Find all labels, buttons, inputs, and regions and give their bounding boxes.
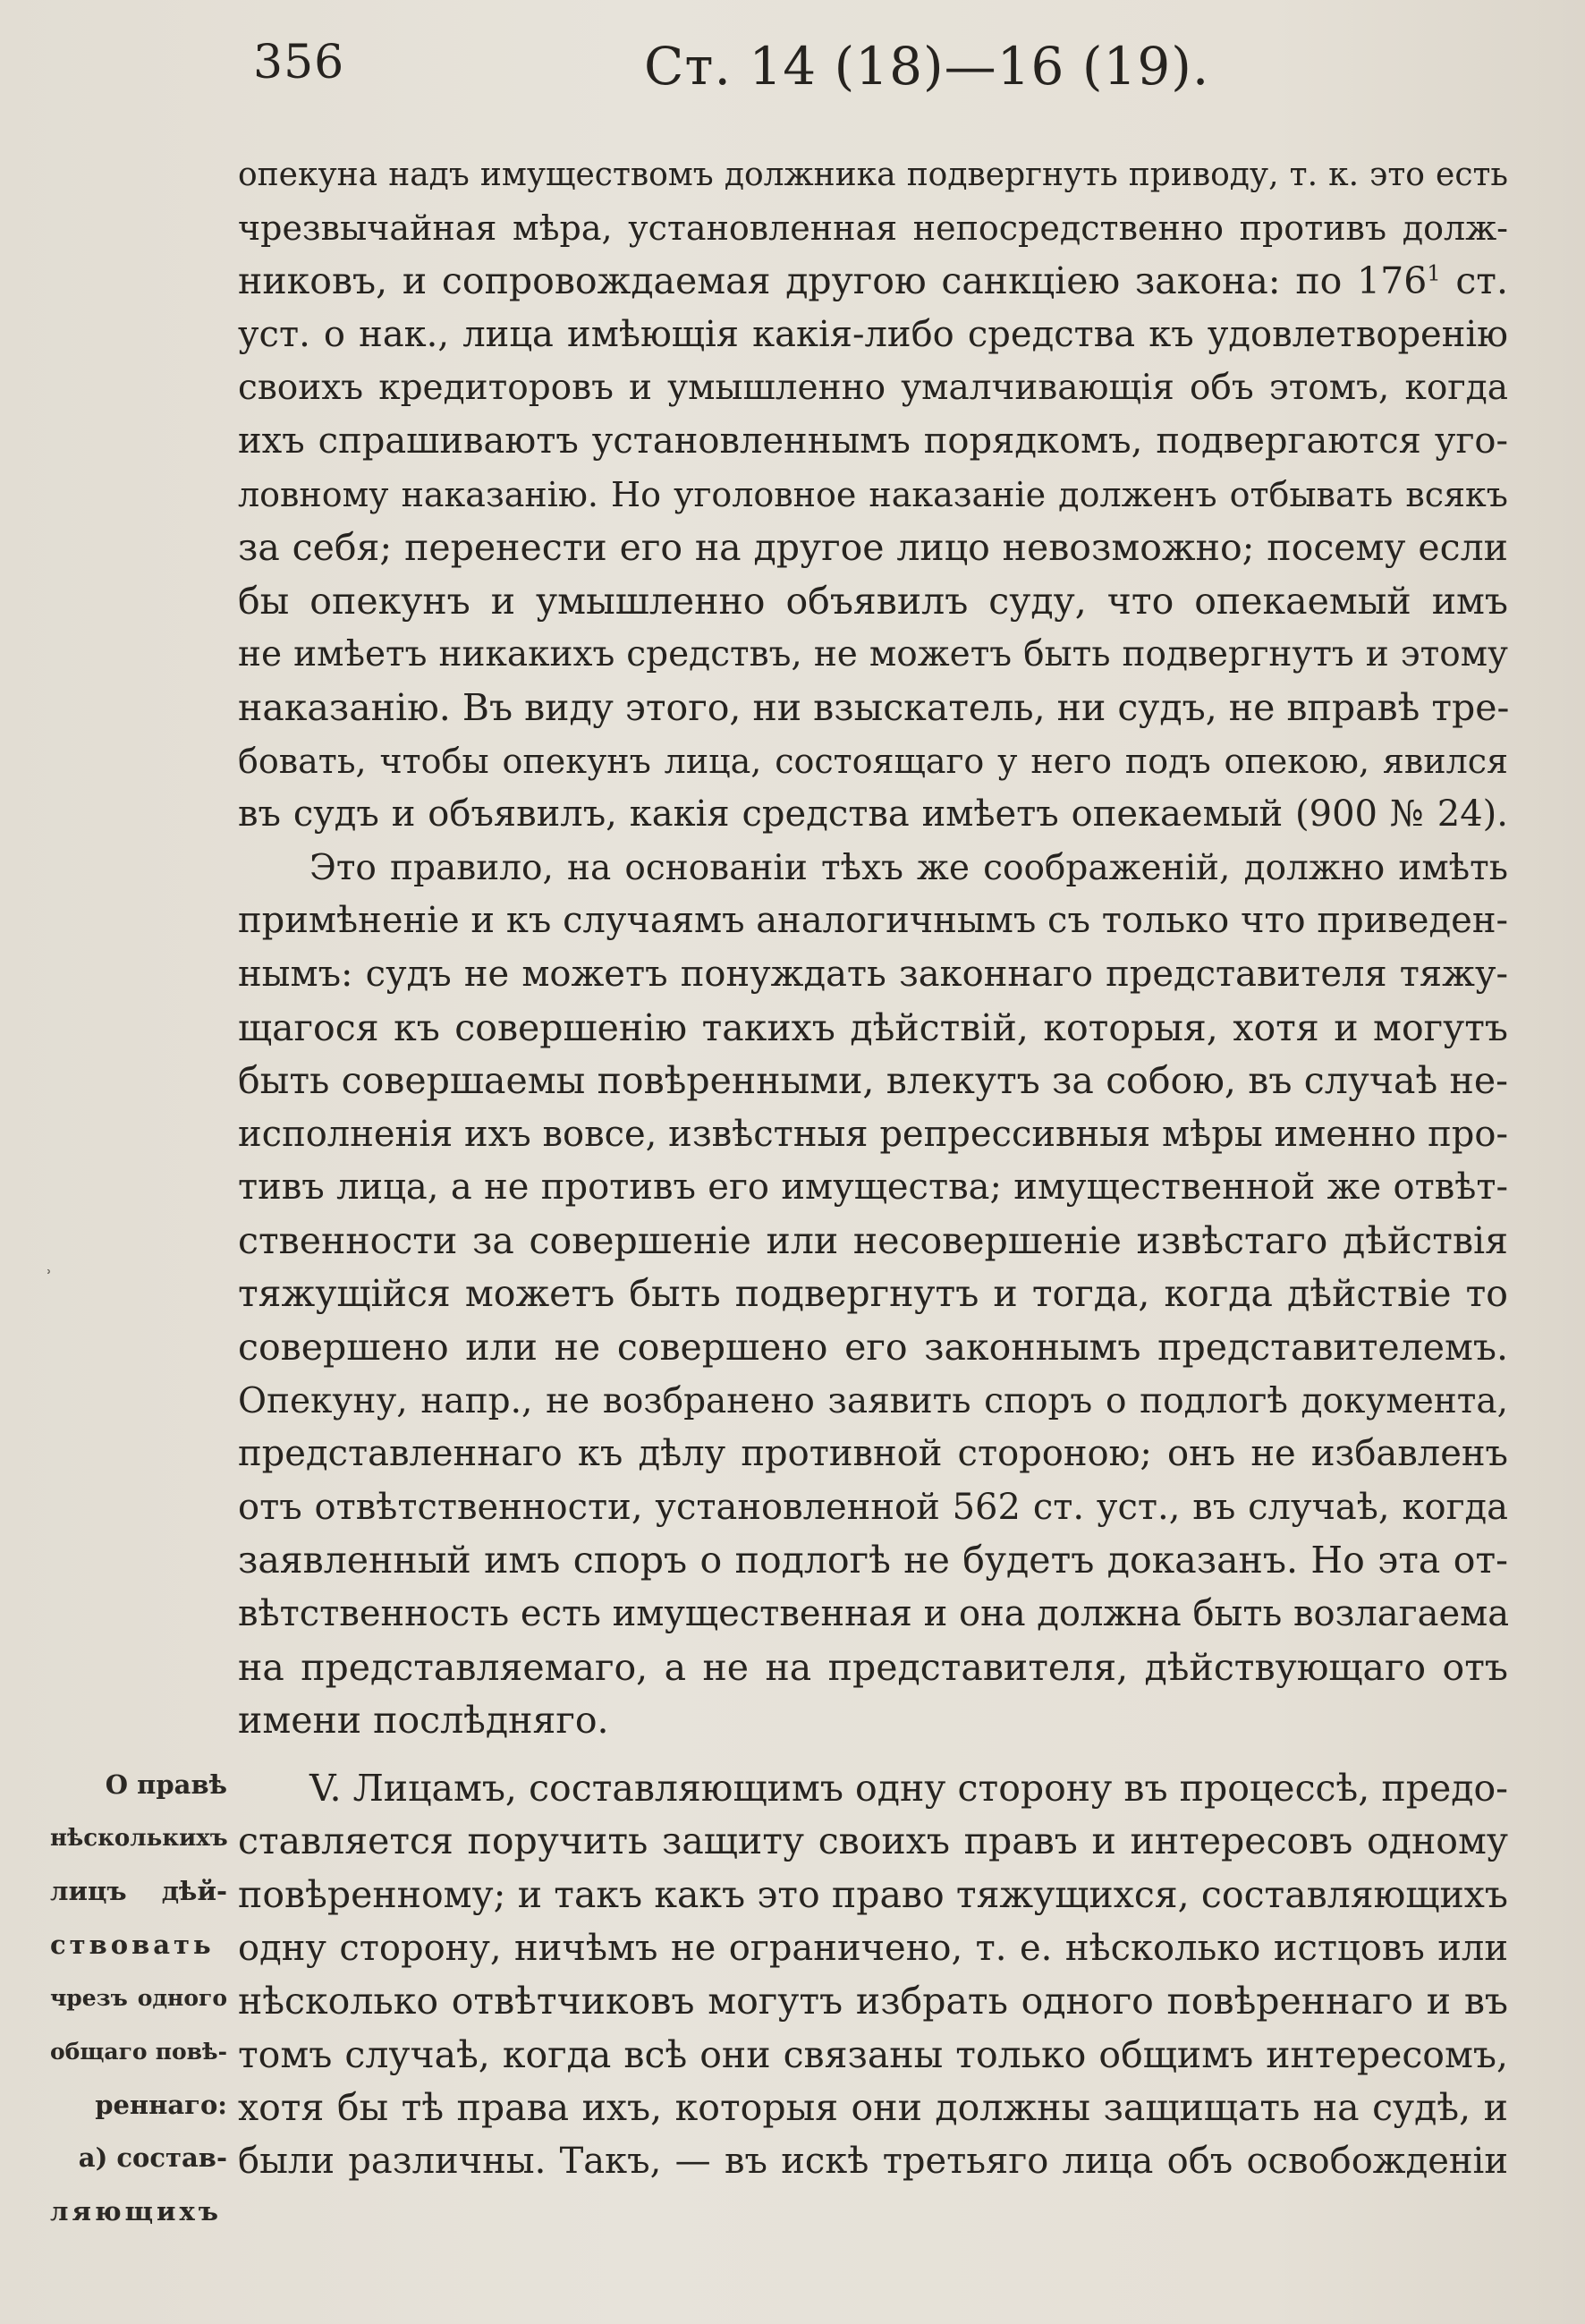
margin-note-line: лицъ дѣй- bbox=[50, 1876, 227, 1907]
text-line: вѣтственность есть имущественная и она должна быть возлагаема bbox=[238, 1593, 1510, 1635]
text-line: представленнаго къ дѣлу противной стороною; онъ не избавленъ bbox=[238, 1433, 1508, 1475]
text-line: наказанію. Въ виду этого, ни взыскатель, ни судъ, не вправѣ тре- bbox=[238, 685, 1510, 729]
text-line: бовать, чтобы опекунъ лица, состоящаго у него подъ опекою, явился bbox=[238, 741, 1508, 781]
text-line: за себя; перенести его на другое лицо невозможно; посему если bbox=[238, 526, 1508, 570]
text-line: быть совершаемы повѣренными, влекутъ за собою, въ случаѣ не- bbox=[238, 1059, 1508, 1103]
text-line: тивъ лица, а не противъ его имущества; имущественной же отвѣт- bbox=[238, 1166, 1508, 1209]
text-line: совершено или не совершено его законнымъ представителемъ. bbox=[238, 1326, 1508, 1370]
text-line: не имѣетъ никакихъ средствъ, не можетъ быть подвергнутъ и этому bbox=[238, 634, 1508, 675]
text-line: уст. о нак., лица имѣющія какія-либо средства къ удовлетворенію bbox=[238, 313, 1508, 355]
text-line: нѣсколько отвѣтчиковъ могутъ избрать одного повѣреннаго и въ bbox=[238, 1980, 1508, 2023]
text-line: имени послѣдняго. bbox=[238, 1699, 609, 1743]
margin-note-line: реннаго: bbox=[95, 2089, 227, 2120]
text-line: ставляется поручить защиту своихъ правъ и интересовъ одному bbox=[238, 1819, 1508, 1863]
text-line: одну сторону, ничѣмъ не ограничено, т. е. нѣсколько истцовъ или bbox=[238, 1927, 1508, 1969]
text-line: бы опекунъ и умышленно объявилъ суду, что опекаемый имъ bbox=[238, 579, 1508, 623]
text-line: никовъ, и сопровождаемая другою санкціею закона: по $176^1$ ст. bbox=[238, 259, 1508, 303]
text-line: Опекуну, напр., не возбранено заявить споръ о подлогѣ документа, bbox=[238, 1380, 1508, 1421]
margin-note-line: чрезъ одного bbox=[50, 1985, 227, 2012]
text-line: на представляемаго, а не на представителя, дѣйствующаго отъ bbox=[238, 1645, 1508, 1689]
text-line: въ судъ и объявилъ, какія средства имѣетъ опекаемый (900 № 24). bbox=[238, 793, 1508, 835]
margin-mark: ˒ bbox=[47, 1261, 53, 1283]
text-line: томъ случаѣ, когда всѣ они связаны только общимъ интересомъ, bbox=[238, 2032, 1508, 2076]
text-line: тяжущійся можетъ быть подвергнутъ и тогда, когда дѣйствіе то bbox=[238, 1272, 1508, 1316]
margin-note-line: ствовать bbox=[50, 1929, 215, 1960]
superscript: 1 bbox=[1427, 260, 1441, 286]
text-line: ловному наказанію. Но уголовное наказаніе долженъ отбывать всякъ bbox=[238, 474, 1508, 514]
text-line: хотя бы тѣ права ихъ, которыя они должны защищать на судѣ, и bbox=[238, 2086, 1508, 2130]
text-line: чрезвычайная мѣра, установленная непосредственно противъ долж- bbox=[238, 208, 1508, 248]
margin-note-line: общаго повѣ- bbox=[50, 2038, 227, 2065]
margin-note-line: ляющихъ bbox=[50, 2195, 223, 2226]
text-line: ственности за совершеніе или несовершеніе извѣстаго дѣйствія bbox=[238, 1218, 1508, 1262]
text-line: отъ отвѣтственности, установленной 562 ст. уст., въ случаѣ, когда bbox=[238, 1486, 1508, 1528]
text-line: своихъ кредиторовъ и умышленно умалчивающія объ этомъ, когда bbox=[238, 368, 1508, 409]
margin-note-line: О правѣ bbox=[105, 1769, 227, 1800]
main-text bbox=[238, 148, 1508, 2189]
margin-note-line: а) состав- bbox=[78, 2142, 227, 2174]
text-line: примѣненіе и къ случаямъ аналогичнымъ съ только что приведен- bbox=[238, 900, 1508, 942]
text-line: V. Лицамъ, составляющимъ одну сторону въ процессѣ, предо- bbox=[309, 1766, 1508, 1810]
text-line: были различны. Такъ, — въ искѣ третьяго лица объ освобожденіи bbox=[238, 2140, 1508, 2182]
text-line: повѣренному; и такъ какъ это право тяжущихся, составляющихъ bbox=[238, 1873, 1508, 1916]
running-head: Ст. 14 (18)—16 (19). bbox=[644, 36, 1210, 97]
text-line: Это правило, на основаніи тѣхъ же соображеній, должно имѣть bbox=[309, 847, 1508, 888]
text-line: щагося къ совершенію такихъ дѣйствій, которыя, хотя и могутъ bbox=[238, 1005, 1508, 1049]
margin-note-line: нѣсколькихъ bbox=[50, 1824, 228, 1852]
text-line: заявленный имъ споръ о подлогѣ не будетъ доказанъ. Но эта от- bbox=[238, 1539, 1508, 1582]
text-line: нымъ: судъ не можетъ понуждать законнаго представителя тяжу- bbox=[238, 953, 1508, 995]
margin-note bbox=[50, 1759, 227, 2238]
text-line: исполненія ихъ вовсе, извѣстныя репрессивныя мѣры именно про- bbox=[238, 1113, 1508, 1155]
page-number: 356 bbox=[253, 36, 345, 89]
text-line: опекуна надъ имуществомъ должника подвергнуть приводу, т. к. это есть bbox=[238, 157, 1508, 193]
text-line: ихъ спрашиваютъ установленнымъ порядкомъ, подвергаются уго- bbox=[238, 420, 1508, 462]
